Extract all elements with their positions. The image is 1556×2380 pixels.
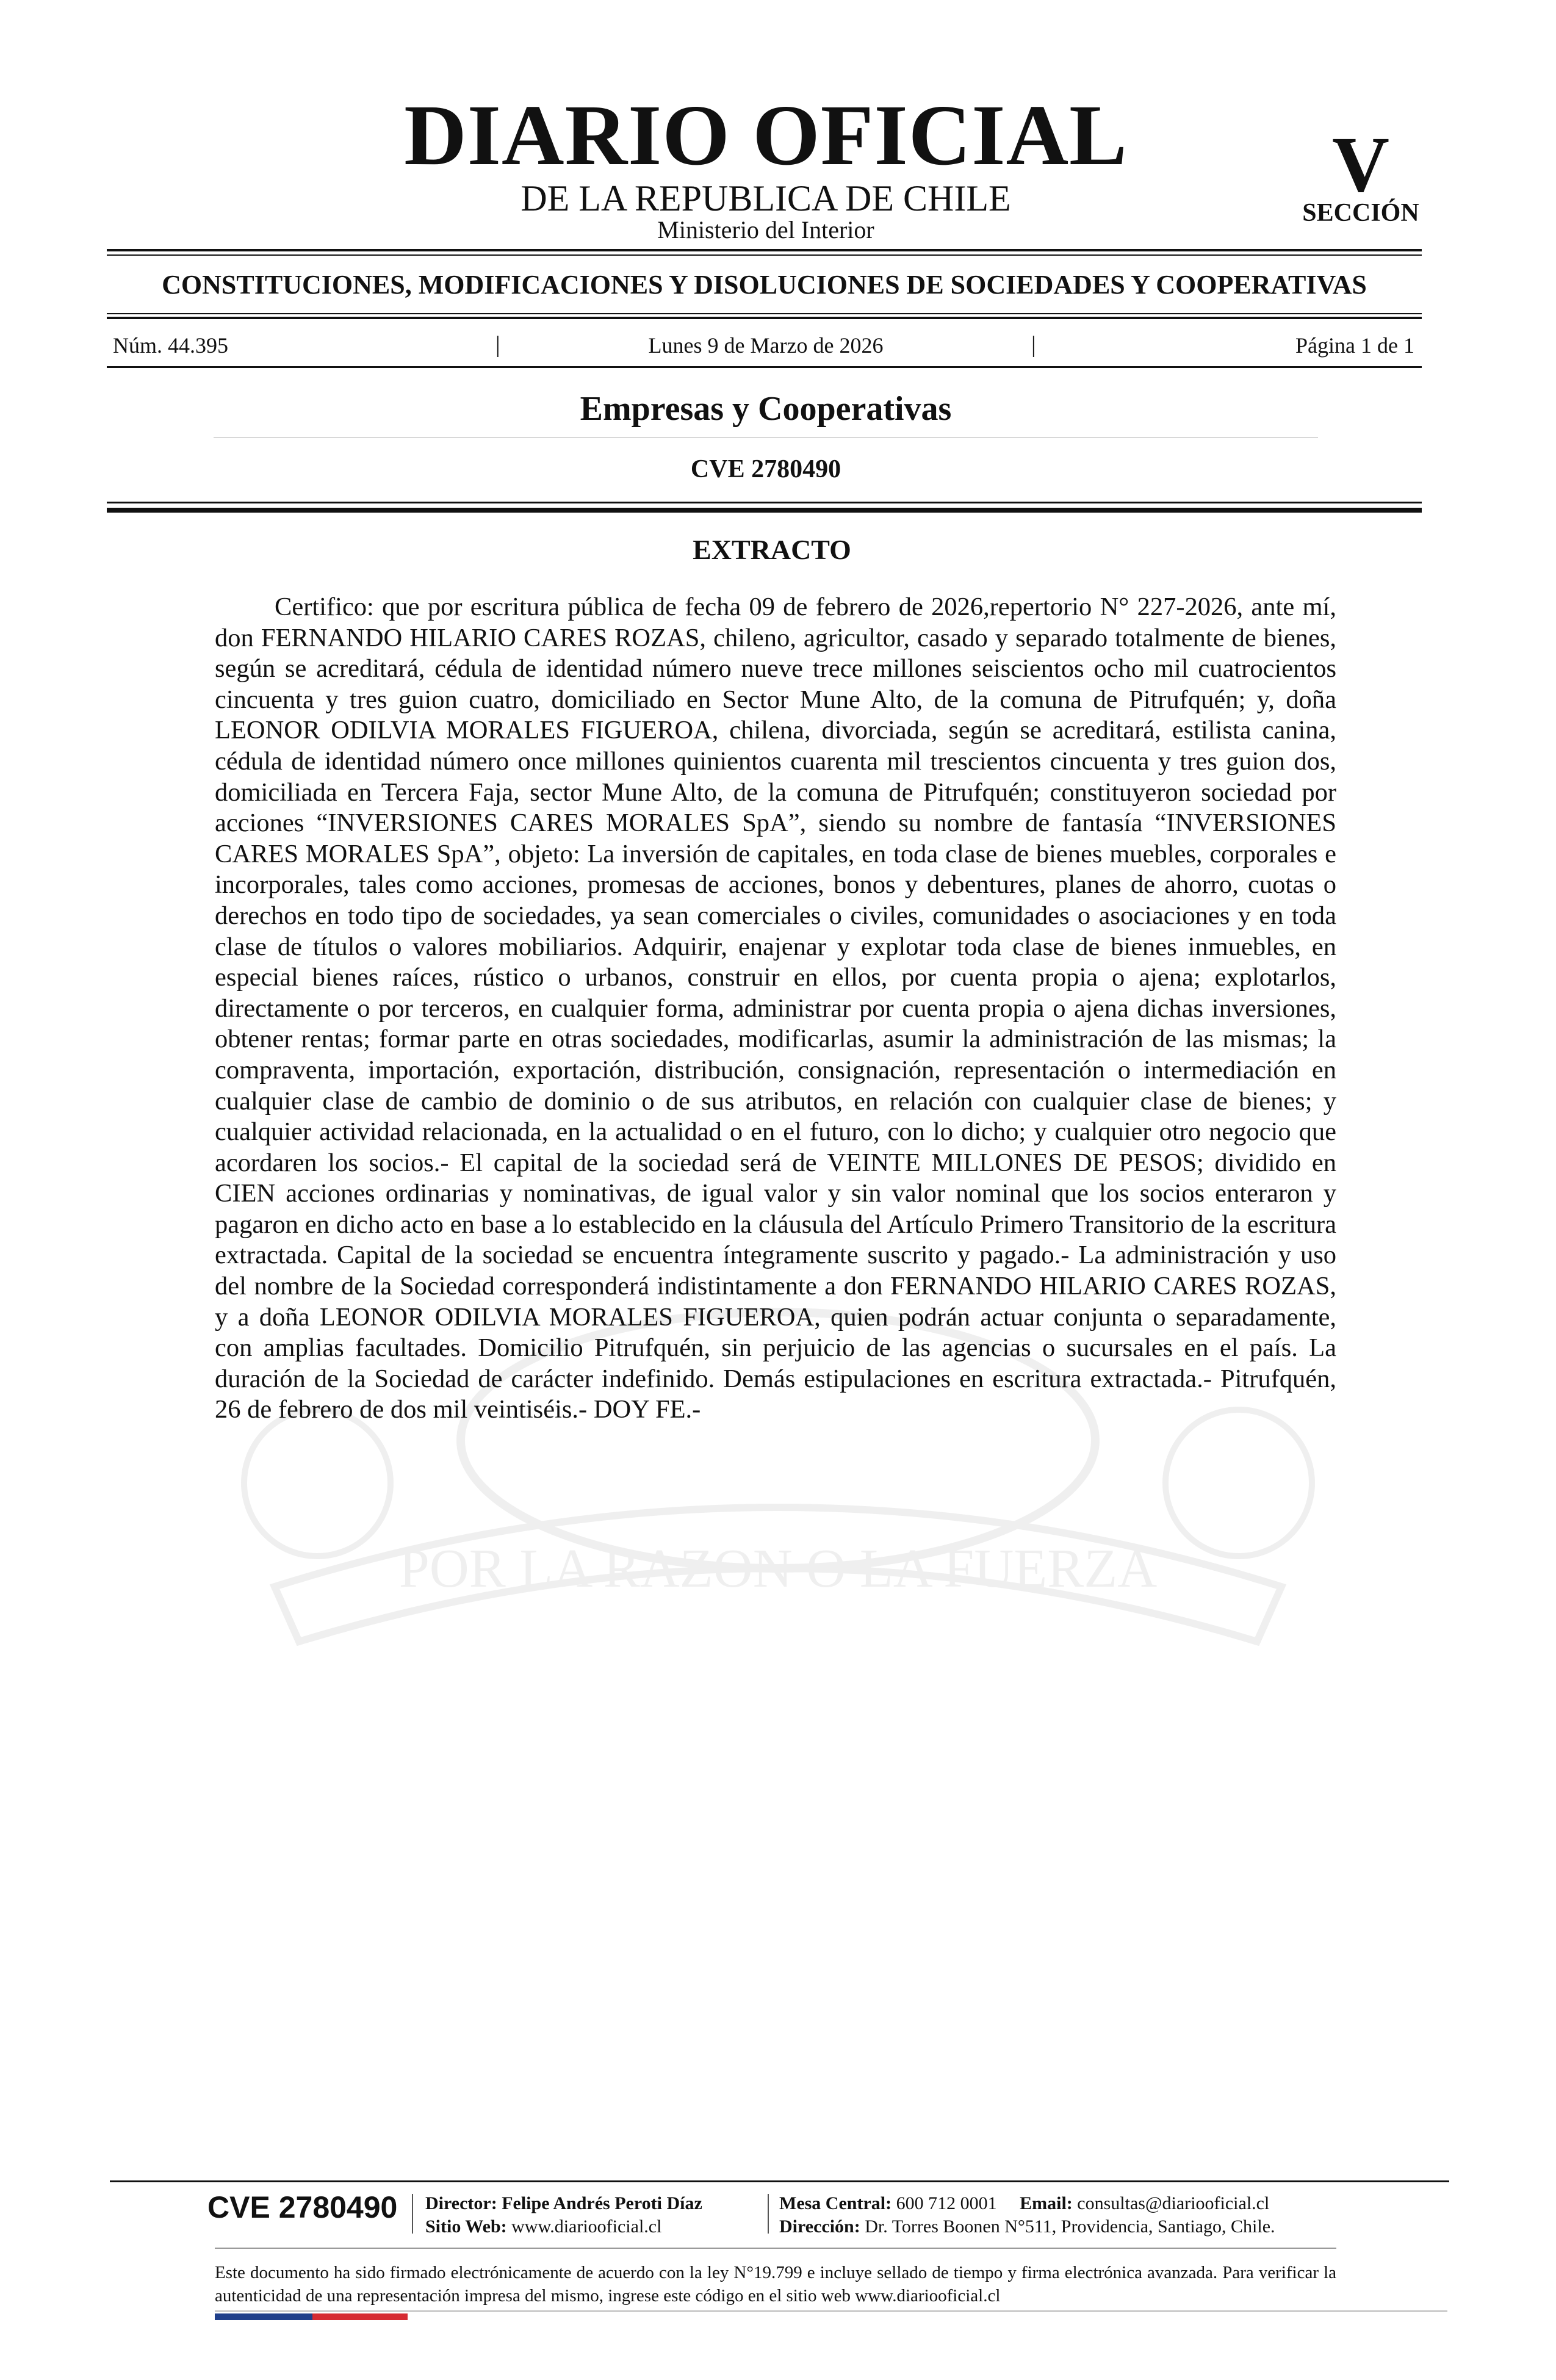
section-heading: CONSTITUCIONES, MODIFICACIONES Y DISOLUCIONES DE SOCIEDADES Y COOPERATIVAS xyxy=(162,270,1367,300)
section-rule-bottom xyxy=(107,317,1422,319)
address-label: Dirección: xyxy=(779,2216,860,2237)
ministry-label: Ministerio del Interior xyxy=(657,216,874,243)
newspaper-subtitle: DE LA REPUBLICA DE CHILE xyxy=(520,178,1011,218)
director-label: Director: xyxy=(425,2193,497,2213)
signature-notice: Este documento ha sido firmado electrónicamente de acuerdo con la ley N°19.799 e incluye sellado de tiempo y firma electrónica avanzada. Para verificar la autenticidad de una representación impresa del mismo, ingrese este código en el sitio web www.diariooficial.cl xyxy=(215,2263,1336,2306)
masthead-rule-top-thin xyxy=(107,254,1422,256)
masthead-rule-top xyxy=(107,249,1422,251)
email-link[interactable]: consultas@diariooficial.cl xyxy=(1077,2193,1270,2213)
website-link[interactable]: www.diariooficial.cl xyxy=(511,2216,662,2237)
footer-rule xyxy=(110,2180,1449,2182)
issue-number: Núm. 44.395 xyxy=(113,333,228,358)
mesa-label: Mesa Central: xyxy=(779,2193,892,2213)
cve-code: CVE 2780490 xyxy=(690,455,841,483)
flag-stripe-blue xyxy=(215,2313,312,2320)
footer-separator xyxy=(412,2194,413,2234)
info-separator: | xyxy=(495,332,500,358)
section-letter: V xyxy=(1332,121,1389,209)
category-heading: Empresas y Cooperativas xyxy=(580,390,952,428)
footer-director-block xyxy=(425,2192,702,2238)
director-name: Felipe Andrés Peroti Díaz xyxy=(502,2193,702,2213)
footer-cve-code: CVE 2780490 xyxy=(207,2190,398,2224)
address-value: Dr. Torres Boonen N°511, Providencia, Santiago, Chile. xyxy=(865,2216,1275,2237)
category-divider xyxy=(214,437,1318,438)
mesa-value: 600 712 0001 xyxy=(896,2193,997,2213)
newspaper-title: DIARIO OFICIAL xyxy=(404,87,1128,183)
watermark-motto: POR LA RAZON O LA FUERZA xyxy=(398,1538,1158,1599)
cve-rule-thin xyxy=(107,502,1422,503)
document-title: EXTRACTO xyxy=(693,534,851,565)
footer-bottom-rule xyxy=(215,2310,1447,2312)
cve-rule-thick xyxy=(107,508,1422,513)
website-label: Sitio Web: xyxy=(425,2216,507,2237)
section-rule-bottom-thin xyxy=(107,313,1422,314)
email-label: Email: xyxy=(1020,2193,1073,2213)
footer-contact-block xyxy=(779,2192,1275,2238)
info-separator: | xyxy=(1031,332,1036,358)
issue-date: Lunes 9 de Marzo de 2026 xyxy=(648,333,884,358)
info-rule xyxy=(107,366,1422,368)
document-body: Certifico: que por escritura pública de fecha 09 de febrero de 2026,repertorio N° 227-2026, ante mí, don FERNANDO HILARIO CARES ROZAS, chileno, agricultor, casado y separado totalmente de bienes, según se acreditará, cédula de identidad número nueve trece millones seiscientos ocho mil cuatrocientos cincuenta y tres guion cuatro, domiciliado en Sector Mune Alto, de la comuna de Pitrufquén; y, doña LEONOR ODILVIA MORALES FIGUEROA, chilena, divorciada, según se acreditará, estilista canina, cédula de identidad número once millones quinientos cuarenta mil trescientos cincuenta y tres guion dos, domiciliada en Tercera Faja, sector Mune Alto, de la comuna de Pitrufquén; constituyeron sociedad por acciones “INVERSIONES CARES MORALES SpA”, siendo su nombre de fantasía “INVERSIONES CARES MORALES SpA”, objeto: La inversión de capitales, en toda clase de bienes muebles, corporales e incorporales, tales como acciones, promesas de acciones, bonos y debentures, planes de ahorro, cuotas o derechos en todo tipo de sociedades, ya sean comerciales o civiles, comunidades o asociaciones y en toda clase de títulos o valores mobiliarios. Adquirir, enajenar y explotar toda clase de bienes inmuebles, en especial bienes raíces, rústico o urbanos, construir en ellos, por cuenta propia o ajena; explotarlos, directamente o por terceros, en cualquier forma, administrar por cuenta propia o ajena dichas inversiones, obtener rentas; formar parte en otras sociedades, modificarlas, asumir la administración de las mismas; la compraventa, importación, exportación, distribución, consignación, representación o intermediación en cualquier clase de cambio de dominio o de sus atributos, en relación con cualquier clase de bienes; y cualquier actividad relacionada, en la actualidad o en el futuro, con lo dicho; y cualquier otro negocio que acordaren los socios.- El capital de la sociedad será de VEINTE MILLONES DE PESOS; dividido en CIEN acciones ordinarias y nominativas, de igual valor y sin valor nominal que los socios enteraron y pagaron en dicho acto en base a lo establecido en la cláusula del Artículo Primero Transitorio de la escritura extractada. Capital de la sociedad se encuentra íntegramente suscrito y pagado.- La administración y uso del nombre de la Sociedad corresponderá indistintamente a don FERNANDO HILARIO CARES ROZAS, y a doña LEONOR ODILVIA MORALES FIGUEROA, quien podrán actuar conjunta o separadamente, con amplias facultades. Domicilio Pitrufquén, sin perjuicio de las agencias o sucursales en el país. La duración de la Sociedad de carácter indefinido. Demás estipulaciones en escritura extractada.- Pitrufquén, 26 de febrero de dos mil veintiséis.- DOY FE.- xyxy=(215,593,1336,1424)
page-indicator: Página 1 de 1 xyxy=(1295,333,1414,358)
flag-stripe-red xyxy=(312,2313,408,2320)
section-label: SECCIÓN xyxy=(1302,199,1419,227)
footer-note-rule xyxy=(215,2248,1336,2249)
footer-separator xyxy=(768,2194,769,2234)
